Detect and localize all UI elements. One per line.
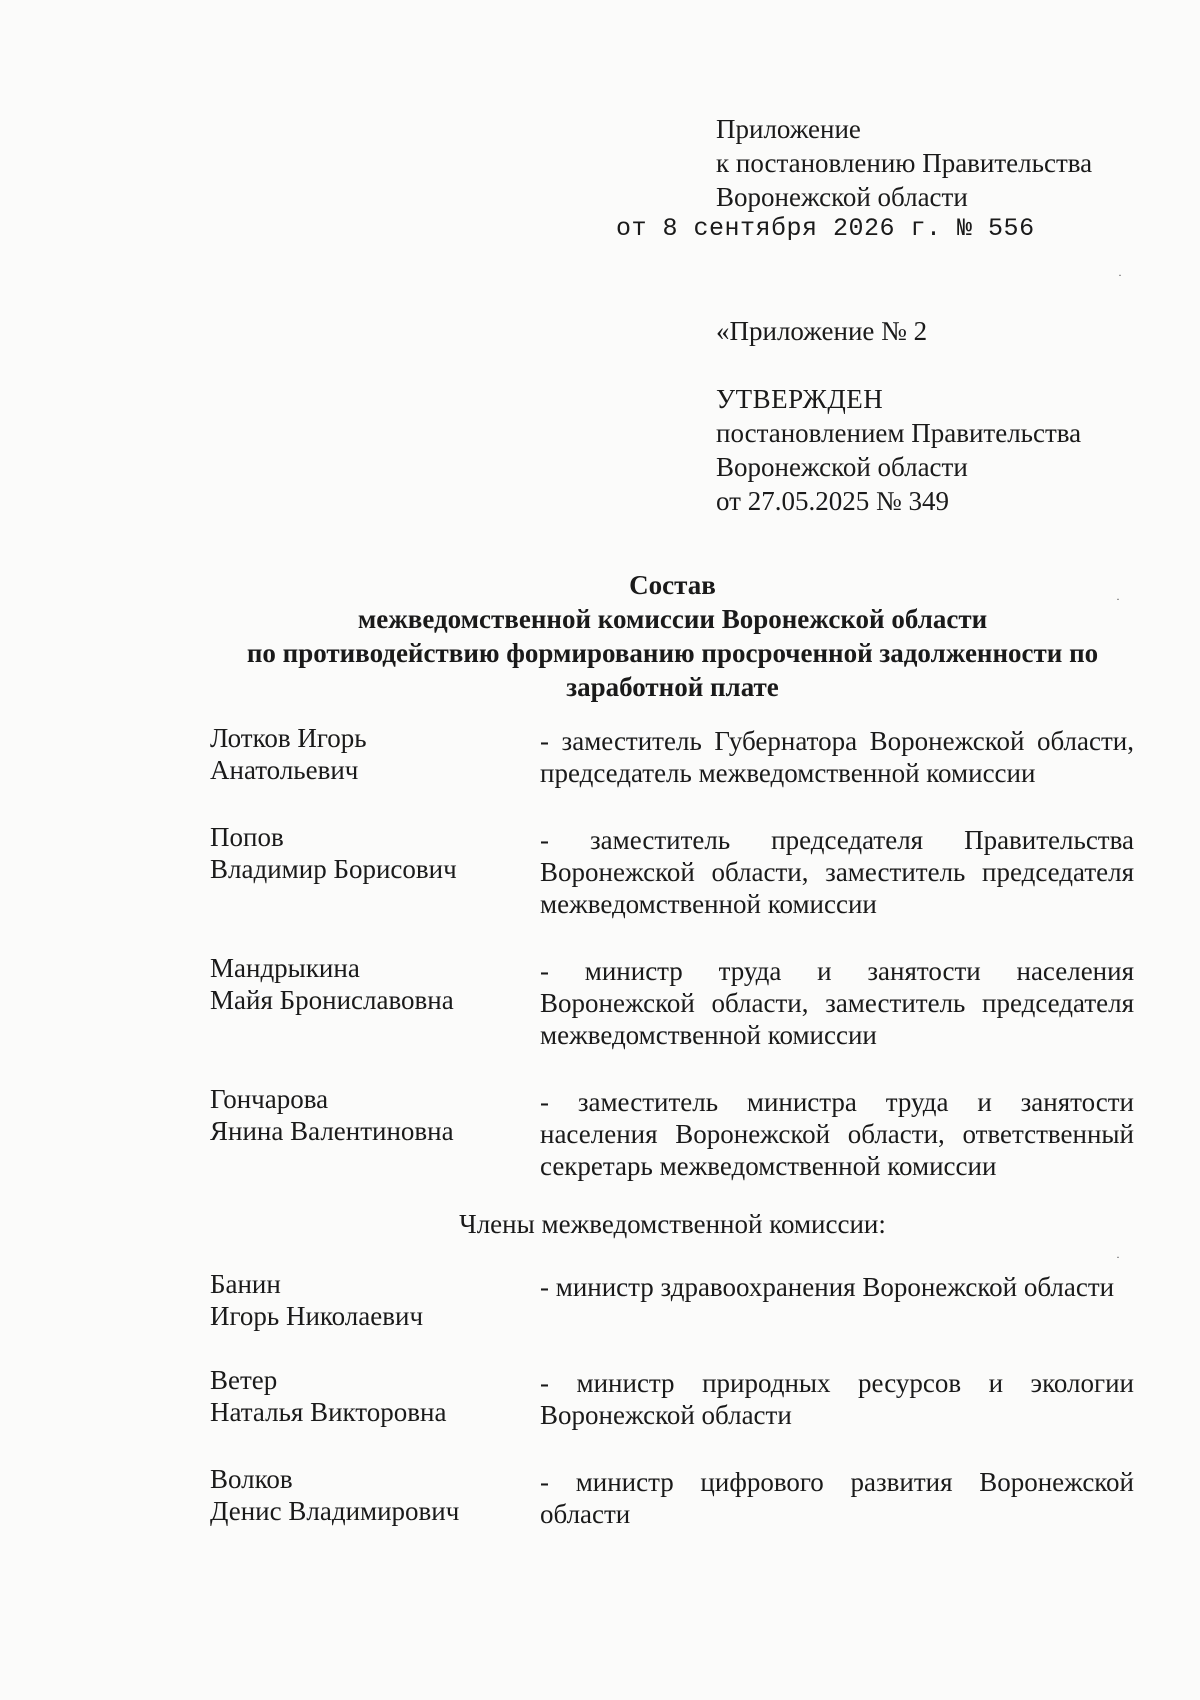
member-name [210,1083,540,1182]
member-name [210,1463,540,1530]
members-heading: Члены межведомственной комиссии: [459,1209,886,1239]
appendix-2-text: «Приложение № 2 [716,316,928,346]
member-given-names: Владимир Борисович [210,854,457,884]
member-surname: Лотков Игорь [210,723,367,753]
member-role: - министр труда и занятости населения Воронежской области, заместитель председателя межведомственной комиссии [540,956,1134,1050]
appendix-2-label [716,314,927,348]
member-surname: Мандрыкина [210,953,360,983]
member-name [210,1364,540,1431]
appendix-line-3: Воронежской области [716,182,968,212]
leadership-entry [210,821,1134,920]
member-given-names: Игорь Николаевич [210,1301,424,1331]
member-role: - министр цифрового развития Воронежской области [540,1467,1134,1529]
member-surname: Волков [210,1464,293,1494]
member-entry [210,1268,1134,1332]
member-given-names: Янина Валентиновна [210,1116,454,1146]
title-line-4: заработной плате [566,672,779,702]
approved-line-2: Воронежской области [716,452,968,482]
member-given-names: Майя Брониславовна [210,985,454,1015]
member-name [210,952,540,1051]
member-role: - министр здравоохранения Воронежской области [540,1272,1115,1302]
scan-speck: · [1116,592,1120,606]
scan-speck: · [1118,268,1122,282]
member-surname: Гончарова [210,1084,329,1114]
approved-line-1: постановлением Правительства [716,418,1082,448]
member-name [210,821,540,920]
member-role: - заместитель председателя Правительства Воронежской области, заместитель председателя межведомственной комиссии [540,825,1134,919]
commission-composition [210,722,1134,1562]
member-entry [210,1463,1134,1530]
approved-heading: УТВЕРЖДЕН [716,384,884,414]
decree-date-number: от 8 сентября 2026 г. № 556 [616,214,1035,243]
title-line-2: межведомственной комиссии Воронежской области [357,604,988,634]
leadership-entry [210,1083,1134,1182]
title-line-1: Состав [629,570,716,600]
document-title [0,568,1200,704]
member-name [210,1268,540,1332]
approved-line-3: от 27.05.2025 № 349 [716,486,949,516]
appendix-header [716,112,1092,214]
appendix-line-2: к постановлению Правительства [716,148,1093,178]
member-name [210,722,540,789]
leadership-entry [210,952,1134,1051]
scan-speck: · [1116,1250,1120,1264]
title-line-3: по противодействию формированию просроченной задолженности по [246,638,1099,668]
member-role: - заместитель министра труда и занятости населения Воронежской области, ответственный секретарь межведомственной комиссии [540,1087,1134,1181]
member-given-names: Анатольевич [210,755,359,785]
appendix-line-1: Приложение [716,114,861,144]
member-given-names: Наталья Викторовна [210,1397,447,1427]
member-entry [210,1364,1134,1431]
member-surname: Попов [210,822,284,852]
approval-stamp-block [716,382,1081,518]
member-given-names: Денис Владимирович [210,1496,460,1526]
member-role: - заместитель Губернатора Воронежской области, председатель межведомственной комиссии [540,726,1134,788]
member-role: - министр природных ресурсов и экологии Воронежской области [540,1368,1134,1430]
leadership-entry [210,722,1134,789]
member-surname: Ветер [210,1365,278,1395]
member-surname: Банин [210,1269,281,1299]
